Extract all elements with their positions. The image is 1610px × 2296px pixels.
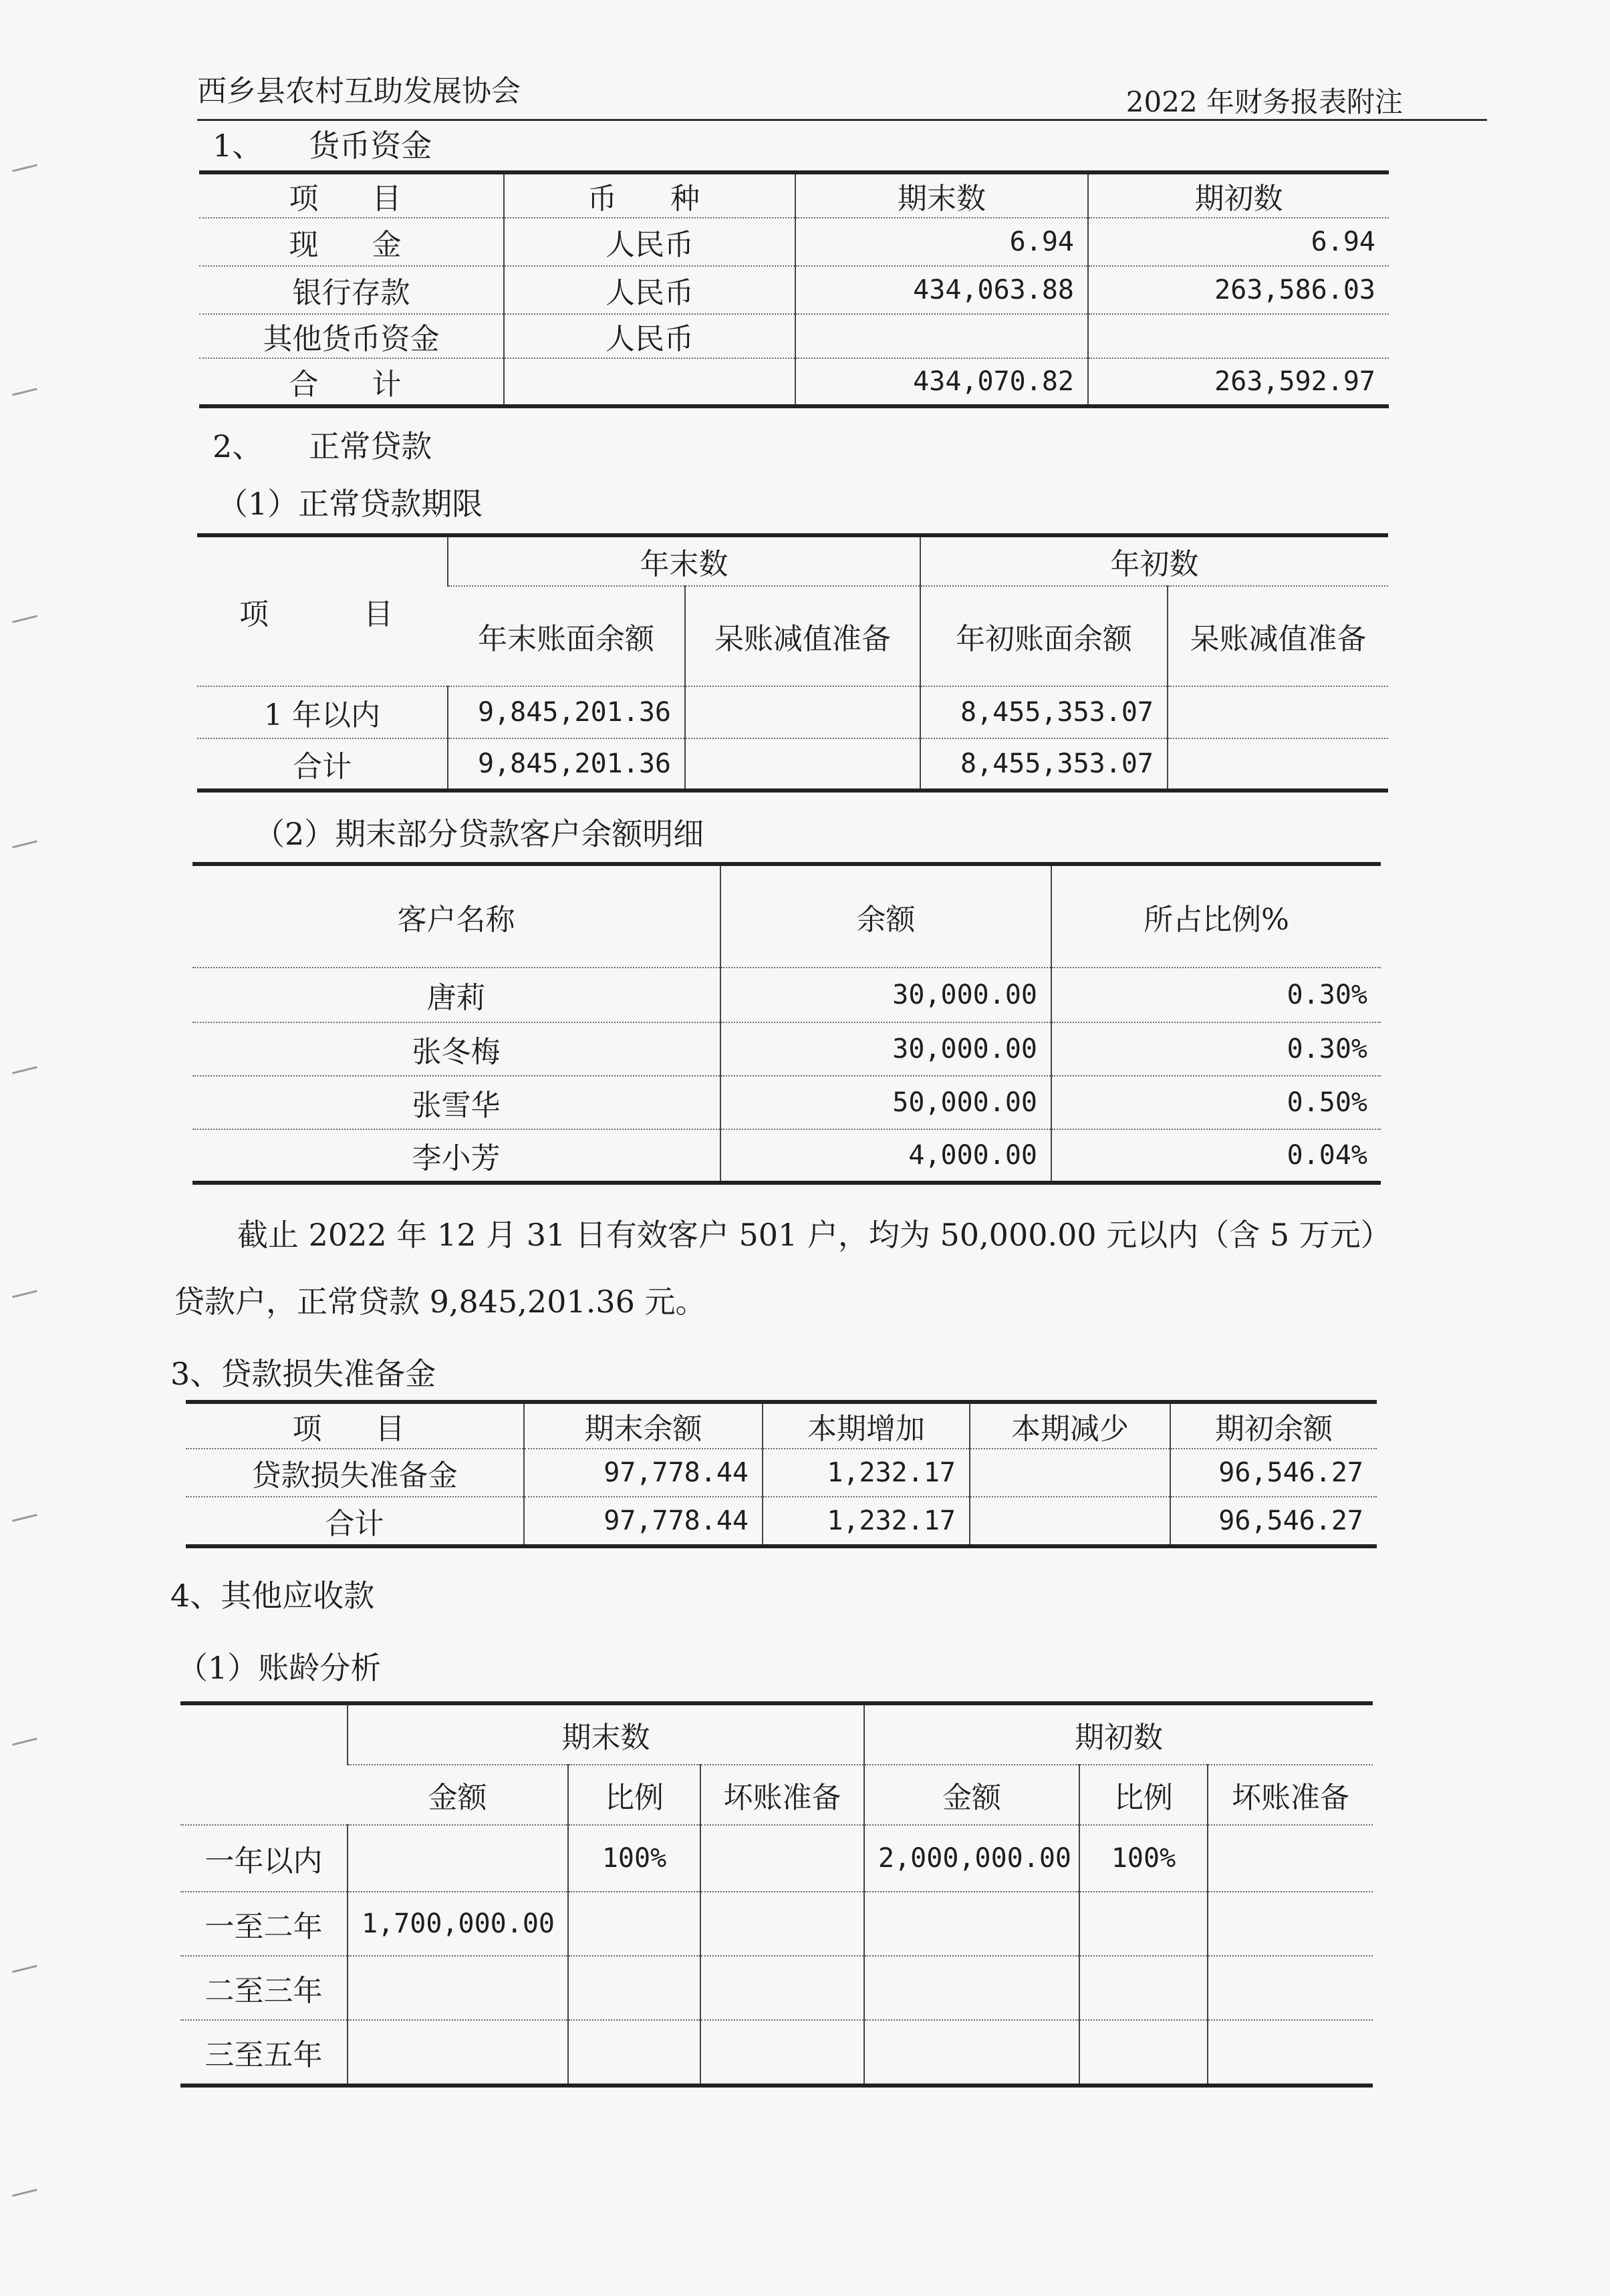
cell-begin-amount: [864, 2020, 1079, 2086]
col-begin-provision: 呆账减值准备: [1168, 586, 1388, 686]
cell-age: 二至三年: [180, 1956, 348, 2020]
col-item-header: 项 目: [199, 172, 504, 218]
binder-mark: [12, 615, 37, 623]
section-3-title: 3、贷款损失准备金: [170, 1356, 436, 1392]
section-4-title: 4、其他应收款: [170, 1578, 375, 1614]
cell-name: 唐莉: [192, 968, 720, 1022]
cell-end: 6.94: [795, 218, 1088, 266]
col-item-header: 项 目: [186, 1402, 524, 1449]
cell-pct: 0.04%: [1051, 1129, 1381, 1183]
section-4-sub1: （1）账龄分析: [177, 1650, 382, 1686]
cash-table: [199, 170, 1389, 408]
table-header-row: [197, 535, 1388, 586]
col-end-header: 期末余额: [524, 1402, 763, 1449]
col-end-balance: 年末账面余额: [448, 586, 685, 686]
table-row: [192, 968, 1381, 1022]
binder-mark: [12, 388, 37, 396]
col-group-end: 期末数: [348, 1703, 864, 1765]
cell-end-amount: [348, 2020, 568, 2086]
cell-balance: 30,000.00: [720, 1022, 1051, 1076]
cell-pct: 0.30%: [1051, 1022, 1381, 1076]
cell-name: 李小芳: [192, 1129, 720, 1183]
loan-note-line2: 贷款户，正常贷款 9,845,201.36 元。: [174, 1284, 706, 1320]
cell-currency: 人民币: [504, 218, 795, 266]
cell-item: 1 年以内: [197, 686, 448, 738]
col-name-header: 客户名称: [192, 864, 720, 968]
table-row: [180, 2020, 1373, 2086]
table-row: [197, 686, 1388, 738]
cell-begin-ratio: [1079, 1892, 1208, 1956]
cell-end-ratio: 100%: [568, 1825, 700, 1892]
cell-age: 一年以内: [180, 1825, 348, 1892]
cell-end-ratio: [568, 1892, 700, 1956]
binder-mark: [12, 2188, 37, 2196]
col-currency-header: 币 种: [504, 172, 795, 218]
cell-item: 合 计: [199, 358, 504, 406]
cell-begin-provision: [1168, 686, 1388, 738]
cell-begin-amount: [864, 1956, 1079, 2020]
col-decrease-header: 本期减少: [970, 1402, 1170, 1449]
binder-mark: [12, 1290, 37, 1298]
cell-end-ratio: [568, 2020, 700, 2086]
col-end-header: 期末数: [795, 172, 1088, 218]
binder-mark: [12, 1066, 37, 1074]
cell-end: 434,070.82: [795, 358, 1088, 406]
cell-end: 97,778.44: [524, 1449, 763, 1497]
loan-customer-table: [192, 862, 1381, 1185]
cell-begin: 263,592.97: [1088, 358, 1389, 406]
cell-balance: 50,000.00: [720, 1076, 1051, 1129]
cell-begin-provision: [1208, 1825, 1373, 1892]
cell-pct: 0.50%: [1051, 1076, 1381, 1129]
col-begin-balance: 年初账面余额: [920, 586, 1168, 686]
loan-note-line1: 截止 2022 年 12 月 31 日有效客户 501 户，均为 50,000.00 元以内（含 5 万元）: [237, 1217, 1391, 1253]
cell-pct: 0.30%: [1051, 968, 1381, 1022]
cell-item: 合计: [186, 1497, 524, 1546]
cell-end-provision: [700, 1892, 864, 1956]
cell-end-balance: 9,845,201.36: [448, 738, 685, 791]
cell-begin-balance: 8,455,353.07: [920, 686, 1168, 738]
cell-currency: [504, 358, 795, 406]
cell-end-provision: [685, 686, 920, 738]
table-row: [192, 1129, 1381, 1183]
loan-loss-reserve-table: [186, 1400, 1377, 1548]
table-header-row: [180, 1703, 1373, 1765]
cell-increase: 1,232.17: [763, 1497, 970, 1546]
cell-item: 贷款损失准备金: [186, 1449, 524, 1497]
section-2-title: 2、 正常贷款: [213, 428, 432, 464]
cell-item: 其他货币资金: [199, 314, 504, 358]
header-rule: [197, 119, 1487, 121]
cell-begin-ratio: 100%: [1079, 1825, 1208, 1892]
cell-end-ratio: [568, 1956, 700, 2020]
table-row: [180, 1956, 1373, 2020]
cell-end: [795, 314, 1088, 358]
cell-begin-ratio: [1079, 2020, 1208, 2086]
cell-begin-provision: [1168, 738, 1388, 791]
col-begin-provision: 坏账准备: [1208, 1765, 1373, 1825]
cell-balance: 30,000.00: [720, 968, 1051, 1022]
cell-begin-amount: [864, 1892, 1079, 1956]
table-row: [199, 266, 1389, 314]
cell-item: 现 金: [199, 218, 504, 266]
cell-end-provision: [685, 738, 920, 791]
cell-end-provision: [700, 2020, 864, 2086]
cell-age: 三至五年: [180, 2020, 348, 2086]
col-end-provision: 呆账减值准备: [685, 586, 920, 686]
cell-begin-balance: 8,455,353.07: [920, 738, 1168, 791]
table-row: [199, 218, 1389, 266]
col-age-header: [180, 1703, 348, 1825]
cell-begin: 6.94: [1088, 218, 1389, 266]
col-pct-header: 所占比例%: [1051, 864, 1381, 968]
cell-increase: 1,232.17: [763, 1449, 970, 1497]
cell-begin: [1088, 314, 1389, 358]
cell-name: 张雪华: [192, 1076, 720, 1129]
cell-end: 434,063.88: [795, 266, 1088, 314]
col-item-header: 项 目: [197, 535, 448, 686]
cell-balance: 4,000.00: [720, 1129, 1051, 1183]
cell-begin-ratio: [1079, 1956, 1208, 2020]
col-balance-header: 余额: [720, 864, 1051, 968]
table-header-row: [186, 1402, 1377, 1449]
cell-decrease: [970, 1497, 1170, 1546]
cell-age: 一至二年: [180, 1892, 348, 1956]
col-begin-ratio: 比例: [1079, 1765, 1208, 1825]
cell-begin-provision: [1208, 1956, 1373, 2020]
cell-end-balance: 9,845,201.36: [448, 686, 685, 738]
cell-end-amount: [348, 1825, 568, 1892]
cell-name: 张冬梅: [192, 1022, 720, 1076]
section-2-sub1: （1）正常贷款期限: [217, 486, 483, 522]
cell-end: 97,778.44: [524, 1497, 763, 1546]
cell-begin-provision: [1208, 1892, 1373, 1956]
binder-mark: [12, 840, 37, 848]
cell-end-amount: 1,700,000.00: [348, 1892, 568, 1956]
table-row: [192, 1076, 1381, 1129]
table-row: [180, 1892, 1373, 1956]
section-1-title: 1、 货币资金: [213, 128, 432, 164]
col-group-begin: 期初数: [864, 1703, 1373, 1765]
loan-term-table: [197, 533, 1388, 793]
table-total-row: [186, 1497, 1377, 1546]
document-title: 2022 年财务报表附注: [1125, 86, 1403, 118]
col-end-ratio: 比例: [568, 1765, 700, 1825]
table-total-row: [197, 738, 1388, 791]
binder-mark: [12, 164, 37, 172]
cell-begin: 96,546.27: [1170, 1449, 1377, 1497]
cell-begin: 263,586.03: [1088, 266, 1389, 314]
col-begin-header: 期初数: [1088, 172, 1389, 218]
cell-currency: 人民币: [504, 266, 795, 314]
table-row: [186, 1449, 1377, 1497]
cell-end-provision: [700, 1956, 864, 2020]
table-header-row: [199, 172, 1389, 218]
table-row: [199, 314, 1389, 358]
col-group-end: 年末数: [448, 535, 920, 586]
binder-mark: [12, 1514, 37, 1522]
cell-currency: 人民币: [504, 314, 795, 358]
col-increase-header: 本期增加: [763, 1402, 970, 1449]
col-end-provision: 坏账准备: [700, 1765, 864, 1825]
cell-end-amount: [348, 1956, 568, 2020]
col-end-amount: 金额: [348, 1765, 568, 1825]
cell-item: 银行存款: [199, 266, 504, 314]
aging-table: [180, 1701, 1373, 2088]
org-name: 西乡县农村互助发展协会: [197, 74, 521, 108]
table-total-row: [199, 358, 1389, 406]
binder-mark: [12, 1965, 37, 1973]
binder-mark: [12, 1737, 37, 1745]
cell-end-provision: [700, 1825, 864, 1892]
cell-decrease: [970, 1449, 1170, 1497]
table-subheader-row: [180, 1765, 1373, 1825]
cell-begin-amount: 2,000,000.00: [864, 1825, 1079, 1892]
col-group-begin: 年初数: [920, 535, 1388, 586]
cell-begin: 96,546.27: [1170, 1497, 1377, 1546]
col-begin-header: 期初余额: [1170, 1402, 1377, 1449]
section-2-sub2: （2）期末部分贷款客户余额明细: [254, 816, 704, 852]
table-row: [180, 1825, 1373, 1892]
table-row: [192, 1022, 1381, 1076]
col-begin-amount: 金额: [864, 1765, 1079, 1825]
cell-begin-provision: [1208, 2020, 1373, 2086]
table-header-row: [192, 864, 1381, 968]
cell-item: 合计: [197, 738, 448, 791]
